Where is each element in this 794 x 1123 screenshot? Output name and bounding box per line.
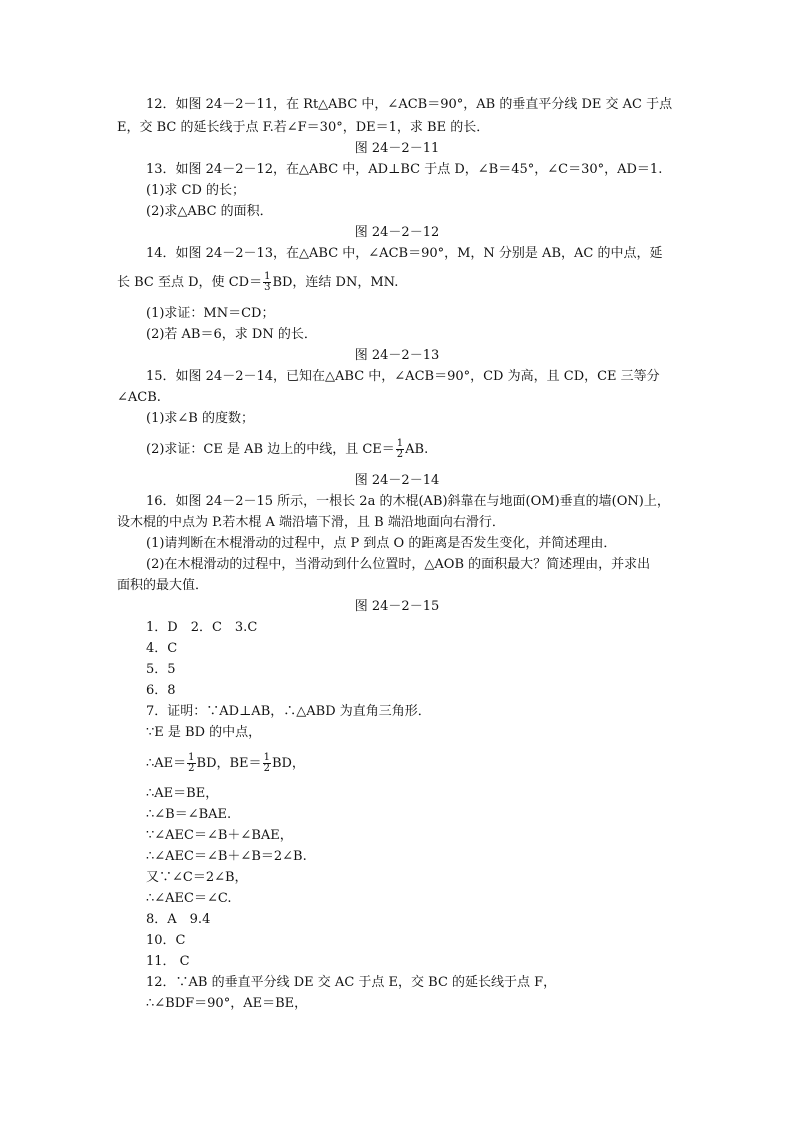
figure-caption-24-2-13: 图 24－2－13 <box>354 348 440 363</box>
answer-4: 4．C <box>146 641 178 656</box>
problem-15-question-2-text-a: (2)求证：CE 是 AB 边上的中线，且 CE＝ <box>146 442 395 457</box>
problem-16-question-1: (1)请判断在木棍滑动的过程中，点 P 到点 O 的距离是否发生变化，并简述理由． <box>146 536 617 551</box>
problem-15-question-2-text-b: AB. <box>405 442 429 457</box>
answer-7-line-6: ∵∠AEC＝∠B＋∠BAE， <box>146 828 293 843</box>
answer-6: 6．8 <box>146 683 176 698</box>
answer-7-line-5: ∴∠B＝∠BAE. <box>146 807 232 822</box>
answer-7-line-2: ∵E 是 BD 的中点， <box>146 725 262 740</box>
problem-15-line-1: 15．如图 24－2－14，已知在△ABC 中，∠ACB＝90°，CD 为高，且 CD，CE 三等分 <box>146 369 660 384</box>
problem-13-question-2: (2)求△ABC 的面积． <box>146 204 273 219</box>
problem-15-question-2 <box>146 439 428 460</box>
problem-12-line-2: E，交 BC 的延长线于点 F.若∠F＝30°，DE＝1，求 BE 的长． <box>117 120 490 135</box>
problem-15-question-1: (1)求∠B 的度数； <box>146 411 254 426</box>
problem-14-line-2-text-b: BD，连结 DN，MN. <box>272 275 399 290</box>
answer-1-3: 1．D 2．C 3.C <box>146 620 258 635</box>
problem-14-line-2 <box>117 272 398 293</box>
answer-7-line-8: 又∵∠C＝2∠B， <box>146 870 248 885</box>
fraction-one-half-be: $\frac{1}{2}$ <box>263 752 270 774</box>
answer-12-line-2: ∴∠BDF＝90°，AE＝BE， <box>146 996 308 1011</box>
answer-7-line-1: 7．证明：∵AD⊥AB，∴△ABD 为直角三角形． <box>146 704 431 719</box>
answer-7-line-4: ∴AE＝BE， <box>146 786 219 801</box>
fraction-one-half-ae: $\frac{1}{2}$ <box>188 752 195 774</box>
problem-15-line-2: ∠ACB. <box>117 390 161 405</box>
problem-13-question-1: (1)求 CD 的长； <box>146 183 246 198</box>
problem-14-question-2: (2)若 AB＝6，求 DN 的长． <box>146 327 317 342</box>
problem-16-question-2-line-2: 面积的最大值． <box>117 578 209 593</box>
problem-12-line-1: 12．如图 24－2－11，在 Rt△ABC 中，∠ACB＝90°，AB 的垂直平分线 DE 交 AC 于点 <box>146 97 673 112</box>
answer-7-line-7: ∴∠AEC＝∠B＋∠B＝2∠B. <box>146 849 307 864</box>
figure-caption-24-2-14: 图 24－2－14 <box>354 473 440 488</box>
figure-caption-24-2-12: 图 24－2－12 <box>354 225 440 240</box>
problem-14-line-2-text-a: 长 BC 至点 D，使 CD＝ <box>117 275 263 290</box>
answer-11: 11． C <box>146 954 190 969</box>
problem-14-line-1: 14．如图 24－2－13，在△ABC 中，∠ACB＝90°，M，N 分别是 AB，AC 的中点，延 <box>146 246 663 261</box>
problem-13-line-1: 13．如图 24－2－12，在△ABC 中，AD⊥BC 于点 D，∠B＝45°，∠C＝30°，AD＝1. <box>146 162 663 177</box>
fraction-one-third: $\frac{1}{3}$ <box>264 271 271 293</box>
problem-16-line-2: 设木棍的中点为 P.若木棍 A 端沿墙下滑，且 B 端沿地面向右滑行． <box>117 515 505 530</box>
problem-16-line-1: 16．如图 24－2－15 所示，一根长 2a 的木棍(AB)斜靠在与地面(OM)垂直的墙(ON)上， <box>146 494 670 509</box>
fraction-one-half: $\frac{1}{2}$ <box>396 438 404 460</box>
answer-7-line-3-text-c: BD， <box>271 756 305 771</box>
answer-12-line-1: 12．∵AB 的垂直平分线 DE 交 AC 于点 E，交 BC 的延长线于点 F， <box>146 975 557 990</box>
answer-7-line-3-text-a: ∴AE＝ <box>146 756 187 771</box>
figure-caption-24-2-11: 图 24－2－11 <box>354 141 440 156</box>
answer-8-9: 8．A 9.4 <box>146 912 211 927</box>
answer-5: 5．5 <box>146 662 176 677</box>
answer-7-line-9: ∴∠AEC＝∠C. <box>146 891 232 906</box>
answer-10: 10．C <box>146 933 186 948</box>
problem-14-question-1: (1)求证：MN＝CD； <box>146 306 275 321</box>
problem-16-question-2-line-1: (2)在木棍滑动的过程中，当滑动到什么位置时，△AOB 的面积最大？简述理由，并求出 <box>146 557 651 572</box>
answer-7-line-3 <box>146 753 305 774</box>
answer-7-line-3-text-b: BD，BE＝ <box>196 756 262 771</box>
figure-caption-24-2-15: 图 24－2－15 <box>354 599 440 614</box>
